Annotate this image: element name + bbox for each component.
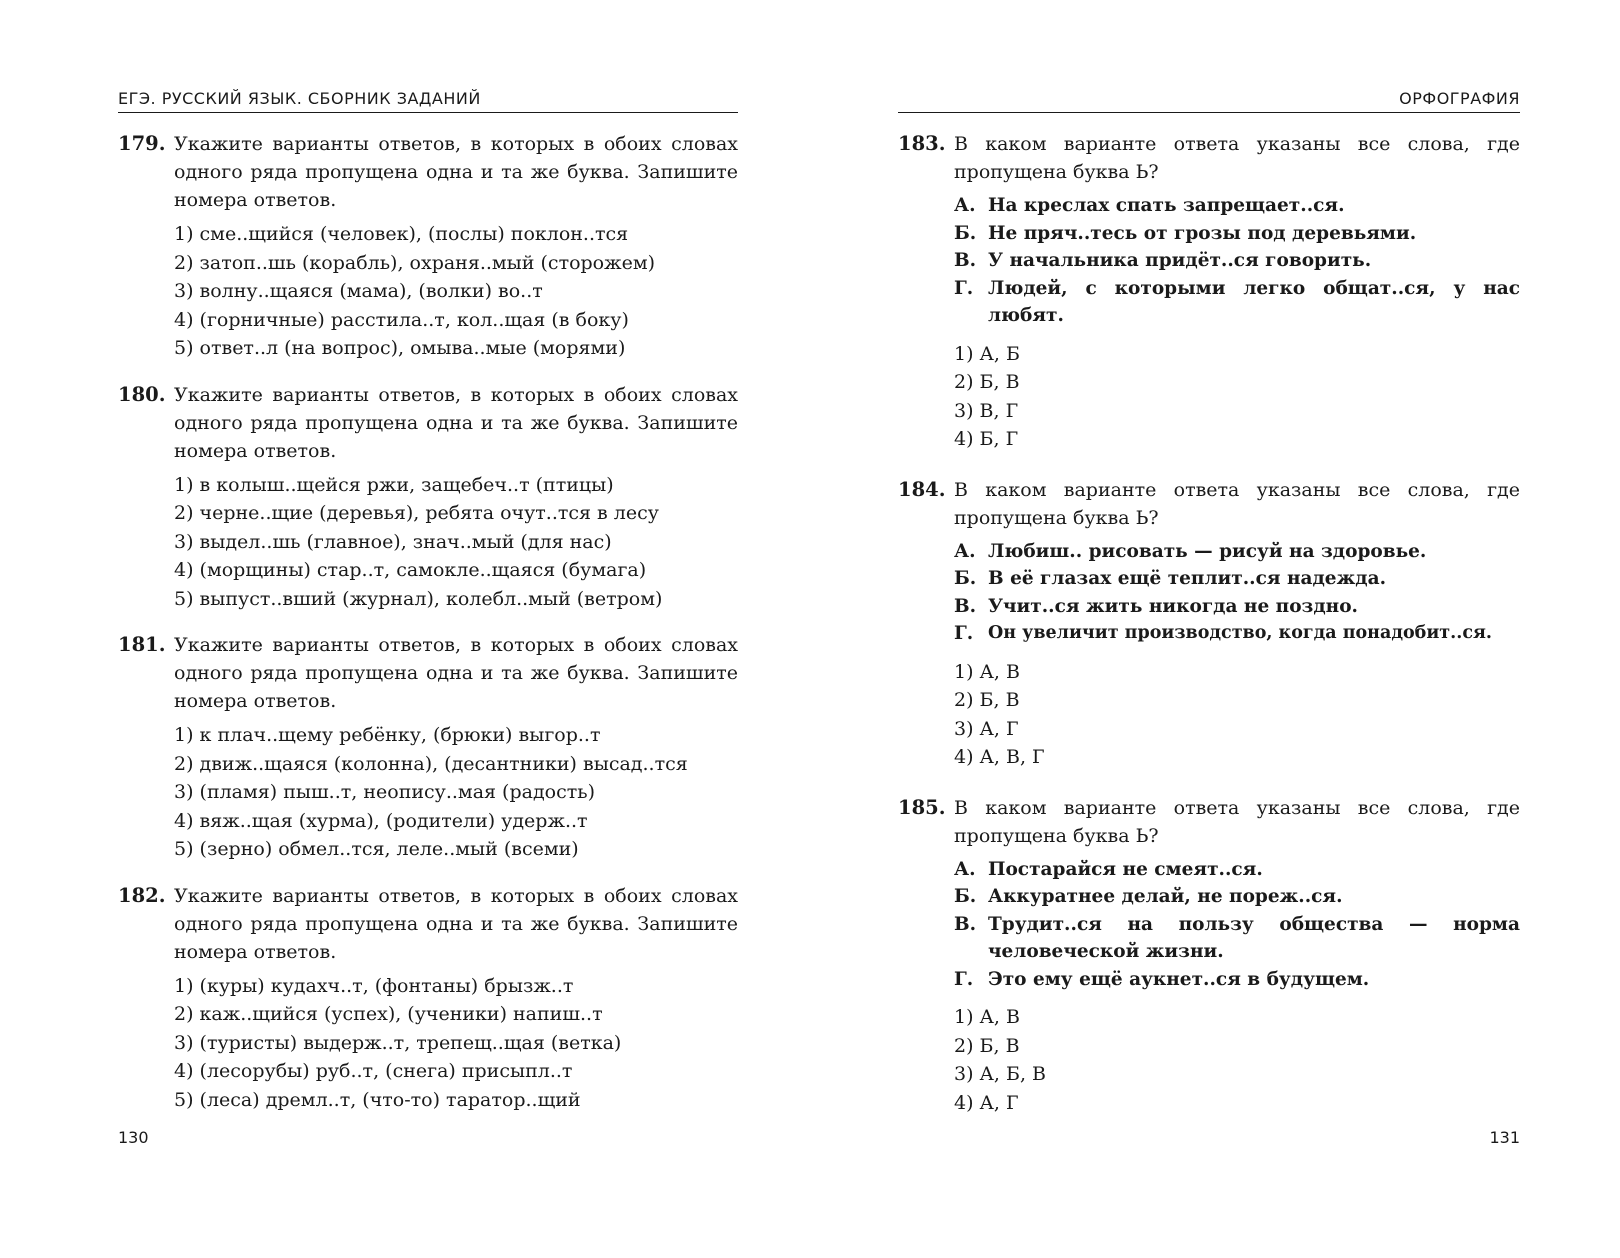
sentence: [954, 593, 1520, 621]
task-question: В каком варианте ответа указаны все слова, где пропущена буква Ь?: [954, 796, 1520, 847]
task-question: В каком варианте ответа указаны все слова, где пропущена буква Ь?: [954, 133, 1520, 183]
left-page-content: [118, 130, 738, 1114]
task-question: Укажите варианты ответов, в которых в обоих словах одного ряда пропущена одна и та же буква. Запишите номера ответов.: [174, 133, 738, 211]
answer-option: 5) (зерно) обмел..тся, леле..мый (всеми): [174, 838, 579, 860]
answer-option: 4) А, Г: [954, 1091, 1019, 1114]
sentence: [954, 565, 1520, 593]
sentence: [954, 911, 1520, 966]
task-number: 181.: [118, 633, 166, 656]
answer-option: 4) Б, Г: [954, 428, 1019, 450]
answer-option: 4) (лесорубы) руб..т, (снега) присыпл..т: [174, 1060, 573, 1082]
task-number: 185.: [898, 795, 946, 819]
sentence: [954, 883, 1520, 911]
sentence: [954, 538, 1520, 566]
answer-option: 2) Б, В: [954, 1034, 1020, 1057]
answer-option: 2) Б, В: [954, 371, 1020, 393]
sentence: [954, 275, 1520, 330]
task-number: 182.: [118, 883, 166, 907]
sentence-letter: Г.: [954, 623, 974, 644]
answer-option: 3) А, Г: [954, 717, 1019, 740]
sentence-text: На креслах спать запрещает..ся.: [988, 195, 1345, 216]
sentence-letter: А.: [954, 195, 976, 216]
page-number: 131: [1489, 1128, 1520, 1147]
sentence-text: У начальника придёт..ся говорить.: [988, 250, 1372, 271]
sentence-letter: Б.: [954, 886, 977, 907]
running-head: ЕГЭ. РУССКИЙ ЯЗЫК. СБОРНИК ЗАДАНИЙ: [118, 86, 738, 113]
sentence-list: [954, 538, 1520, 648]
answer-option: 5) ответ..л (на вопрос), омыва..мые (морями): [174, 337, 626, 359]
sentence-text: Это ему ещё аукнет..ся в будущем.: [988, 968, 1370, 990]
sentence-letter: Г.: [954, 277, 974, 299]
task-question: Укажите варианты ответов, в которых в обоих словах одного ряда пропущена одна и та же буква. Запишите номера ответов.: [174, 884, 738, 963]
sentence-letter: В.: [954, 913, 977, 935]
right-page-content: [898, 130, 1520, 1117]
sentence-list: [954, 856, 1520, 994]
answer-option: 1) А, В: [954, 1006, 1020, 1028]
task-number: 183.: [898, 132, 946, 155]
task-183: [898, 130, 1520, 454]
task-181: [118, 631, 738, 864]
answer-option: 5) выпуст..вший (журнал), колебл..мый (ветром): [174, 587, 663, 610]
sentence-text: Постарайся не смеят..ся.: [988, 858, 1263, 880]
sentence: [954, 192, 1520, 220]
answer-option: 1) А, Б: [954, 342, 1020, 365]
task-question: Укажите варианты ответов, в которых в обоих словах одного ряда пропущена одна и та же буква. Запишите номера ответов.: [174, 634, 738, 712]
sentence-text: Людей, с которыми легко общат..ся, у нас любят.: [988, 277, 1520, 326]
task-184: [898, 476, 1520, 772]
sentence-letter: В.: [954, 250, 977, 271]
answer-option: 4) (горничные) расстила..т, кол..щая (в боку): [174, 308, 629, 331]
sentence-text: Любиш.. рисовать — рисуй на здоровье.: [988, 540, 1427, 562]
task-question: Укажите варианты ответов, в которых в обоих словах одного ряда пропущена одна и та же буква. Запишите номера ответов.: [174, 383, 738, 462]
task-number: 180.: [118, 382, 166, 406]
answer-option: 1) (куры) кудахч..т, (фонтаны) брызж..т: [174, 974, 574, 997]
sentence-text: Трудит..ся на пользу общества — норма человеческой жизни.: [988, 913, 1520, 962]
task-185: [898, 794, 1520, 1118]
answer-option: 3) волну..щаяся (мама), (волки) во..т: [174, 280, 543, 302]
answer-option: 4) (морщины) стар..т, самокле..щаяся (бумага): [174, 559, 647, 581]
sentence-text: Он увеличит производство, когда понадобит..ся.: [988, 623, 1493, 643]
running-head: ОРФОГРАФИЯ: [898, 86, 1520, 113]
answer-option: 5) (леса) дремл..т, (что-то) таратор..щий: [174, 1088, 581, 1111]
task-number: 179.: [118, 132, 166, 155]
answer-option: 2) каж..щийся (успех), (ученики) напиш..т: [174, 1003, 603, 1025]
answer-option: 2) движ..щаяся (колонна), (десантники) высад..тся: [174, 752, 688, 775]
sentence-letter: В.: [954, 595, 977, 617]
answer-option: 4) А, В, Г: [954, 746, 1045, 768]
sentence-text: Не пряч..тесь от грозы под деревьями.: [988, 222, 1417, 244]
left-page: [118, 0, 738, 1258]
task-182: [118, 882, 738, 1115]
answer-option: 1) А, В: [954, 660, 1020, 683]
task-number: 184.: [898, 477, 946, 501]
answer-option: 4) вяж..щая (хурма), (родители) удерж..т: [174, 809, 588, 832]
sentence-list: [954, 192, 1520, 330]
sentence: [954, 620, 1520, 648]
sentence-letter: Г.: [954, 968, 974, 990]
answer-option: 3) В, Г: [954, 399, 1019, 422]
answer-option: 2) затоп..шь (корабль), охраня..мый (сторожем): [174, 251, 656, 274]
answer-option: 2) черне..щие (деревья), ребята очут..тся в лесу: [174, 502, 659, 524]
sentence: [954, 966, 1520, 994]
answer-option: 3) А, Б, В: [954, 1063, 1047, 1085]
answer-option: 3) выдел..шь (главное), знач..мый (для нас): [174, 530, 612, 553]
right-page: [898, 0, 1520, 1258]
task-179: [118, 130, 738, 363]
task-question: В каком варианте ответа указаны все слова, где пропущена буква Ь?: [954, 478, 1520, 529]
task-180: [118, 381, 738, 614]
sentence-letter: А.: [954, 540, 976, 562]
page-number: 130: [118, 1128, 149, 1147]
sentence-letter: Б.: [954, 568, 977, 589]
sentence: [954, 247, 1520, 275]
answer-option: 1) к плач..щему ребёнку, (брюки) выгор..т: [174, 724, 601, 746]
sentence-text: Аккуратнее делай, не пореж..ся.: [988, 886, 1343, 907]
sentence: [954, 220, 1520, 248]
answer-option: 3) (пламя) пыш..т, неопису..мая (радость): [174, 781, 596, 803]
answer-option: 1) сме..щийся (человек), (послы) поклон..тся: [174, 223, 629, 245]
sentence-letter: Б.: [954, 222, 977, 244]
sentence: [954, 856, 1520, 884]
sentence-text: Учит..ся жить никогда не поздно.: [988, 595, 1358, 617]
answer-option: 1) в колыш..щейся ржи, защебеч..т (птицы): [174, 473, 614, 496]
sentence-text: В её глазах ещё теплит..ся надежда.: [988, 568, 1387, 589]
answer-option: 3) (туристы) выдерж..т, трепещ..щая (ветка): [174, 1031, 622, 1054]
sentence-letter: А.: [954, 858, 976, 880]
answer-option: 2) Б, В: [954, 689, 1020, 711]
